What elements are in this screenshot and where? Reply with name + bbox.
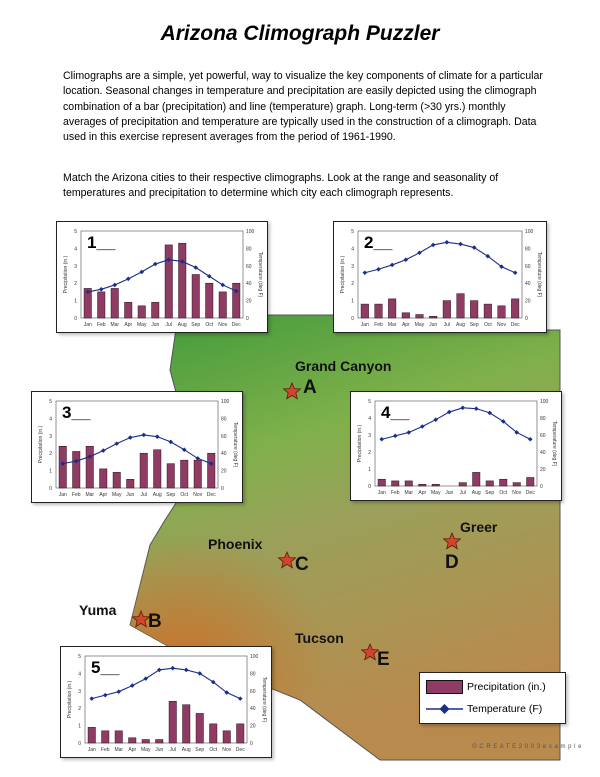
month-tick-label: Dec [231,322,241,328]
climograph-3 [31,391,243,503]
place-name: Greer [460,519,498,535]
precipitation-bar [402,313,410,318]
climograph-1 [56,221,268,333]
y-right-tick-label: 0 [246,316,249,322]
y-left-tick-label: 3 [78,688,81,695]
month-tick-label: Aug [177,322,187,328]
y-left-tick-label: 1 [368,467,371,473]
y-right-tick-label: 20 [525,298,531,305]
y-right-tick-label: 20 [221,468,227,475]
location-letter: E [377,649,390,670]
precipitation-bar [484,304,492,318]
y-right-tick-label: 100 [221,399,230,405]
month-tick-label: Nov [222,747,232,753]
month-tick-label: Aug [471,490,481,496]
y-left-axis-title: Precipitation (in.) [357,424,363,463]
y-right-tick-label: 20 [250,723,256,730]
precipitation-bar [219,292,226,318]
month-tick-label: Apr [124,322,133,328]
y-left-tick-label: 4 [351,246,354,253]
month-tick-label: Sep [191,322,201,328]
precipitation-bar [361,304,369,318]
y-left-tick-label: 2 [351,281,354,288]
month-tick-label: Sep [469,322,479,328]
precipitation-bar [457,294,465,318]
y-right-tick-label: 100 [250,654,259,660]
precipitation-bar [378,479,385,486]
precipitation-bar [167,464,174,488]
climograph-number-label: 4__ [381,403,410,422]
climograph-2 [333,221,547,333]
climograph-svg [32,392,242,502]
y-left-tick-label: 3 [351,263,354,270]
y-right-tick-label: 60 [525,263,531,270]
precipitation-bar [192,275,199,319]
month-tick-label: Jan [377,490,386,496]
precipitation-bar [473,472,480,486]
y-right-tick-label: 60 [221,433,227,440]
month-tick-label: Sep [195,747,205,753]
month-tick-label: Feb [96,322,106,328]
y-left-tick-label: 1 [351,298,354,305]
precipitation-bar [233,283,240,318]
month-tick-label: Mar [387,322,397,328]
y-right-tick-label: 40 [540,450,546,456]
place-name: Phoenix [208,536,263,552]
month-tick-label: Sep [485,490,495,496]
month-tick-label: Jul [443,322,451,328]
y-left-axis-title: Precipitation (in.) [63,255,69,294]
y-left-tick-label: 5 [368,399,371,405]
precipitation-bar [223,731,230,743]
precipitation-bar [125,302,132,318]
precipitation-bar [165,245,172,318]
month-tick-label: May [112,492,122,498]
climograph-svg [61,647,271,757]
precipitation-bar [375,304,383,318]
month-tick-label: Apr [418,490,427,496]
precipitation-bar [169,701,176,743]
month-tick-label: May [414,322,425,328]
y-left-tick-label: 0 [351,316,354,322]
y-left-tick-label: 1 [74,298,77,305]
instructions-paragraph: Match the Arizona cities to their respective climographs. Look at the range and seasonality of temperatures and precipitation to determine which city each climograph represents. [63,172,499,200]
precipitation-bar [527,478,534,487]
y-left-tick-label: 0 [74,316,77,322]
precipitation-swatch-icon [426,680,463,694]
month-tick-label: Nov [218,322,228,328]
y-left-tick-label: 4 [78,671,81,678]
climograph-5 [60,646,272,758]
page-title: Arizona Climograph Puzzler [160,22,440,45]
month-tick-label: Mar [85,492,95,498]
y-right-tick-label: 80 [540,416,546,422]
month-tick-label: Feb [390,490,400,496]
precipitation-bar [392,481,399,486]
month-tick-label: Aug [456,322,465,328]
y-right-tick-label: 20 [540,467,546,473]
month-tick-label: Apr [128,747,137,753]
y-left-tick-label: 4 [368,416,371,422]
month-tick-label: Jun [155,747,164,753]
precipitation-bar [129,738,136,743]
precipitation-bar [127,479,134,488]
legend-temperature-label: Temperature (F) [467,703,543,715]
month-tick-label: Sep [166,492,176,498]
month-tick-label: Dec [206,492,216,498]
star-marker-icon [443,532,461,550]
month-tick-label: Nov [497,322,506,328]
precipitation-bar [98,292,105,318]
y-right-tick-label: 20 [246,298,252,305]
month-tick-label: Mar [404,490,414,496]
month-tick-label: Jul [140,492,147,498]
y-right-tick-label: 60 [246,263,252,270]
precipitation-bar [86,446,93,488]
precipitation-bar [179,243,186,318]
y-right-tick-label: 60 [540,433,546,439]
month-tick-label: Jun [429,322,438,328]
footer-credit: © C R E A T E 2 0 0 3 e x a m p l e [472,744,582,750]
precipitation-bar [459,483,466,486]
location-letter: D [445,552,459,573]
temperature-line-icon [426,702,463,716]
precipitation-bar [115,731,122,743]
month-tick-label: Aug [181,747,191,753]
precipitation-bar [183,705,190,743]
month-tick-label: Jul [165,322,172,328]
y-right-axis-title: Temperature (deg F) [536,251,542,298]
month-tick-label: Aug [152,492,162,498]
y-right-axis-title: Temperature (deg F) [551,420,557,467]
precipitation-bar [486,481,493,486]
precipitation-bar [100,469,107,488]
precipitation-bar [513,483,520,486]
y-right-tick-label: 60 [250,688,256,695]
place-name: Tucson [295,630,344,646]
precipitation-bar [206,283,213,318]
y-left-tick-label: 0 [368,484,371,490]
month-tick-label: Apr [99,492,108,498]
month-tick-label: Jan [360,322,369,328]
climograph-number-label: 5__ [91,658,120,677]
precipitation-bar [416,315,424,318]
precipitation-bar [142,740,149,743]
month-tick-label: Apr [401,322,410,328]
climograph-4 [350,391,562,501]
month-tick-label: Feb [100,747,110,753]
month-tick-label: Jul [459,490,466,496]
precipitation-bar [138,306,145,318]
y-left-tick-label: 3 [49,433,52,440]
y-right-tick-label: 100 [525,229,534,235]
precipitation-bar [88,727,95,743]
star-marker-icon [278,551,296,569]
month-tick-label: Jul [169,747,176,753]
y-left-tick-label: 4 [74,246,77,253]
month-tick-label: Nov [512,490,522,496]
month-tick-label: Jun [445,490,454,496]
location-letter: A [303,377,317,398]
place-name: Grand Canyon [295,358,392,374]
month-tick-label: Jun [151,322,160,328]
y-right-tick-label: 40 [250,706,256,713]
y-right-tick-label: 80 [525,246,531,253]
y-right-tick-label: 0 [540,484,543,490]
location-letter: C [295,554,309,575]
precipitation-bar [59,446,66,488]
precipitation-bar [419,484,426,486]
month-tick-label: Jan [87,747,96,753]
precipitation-bar [208,453,215,488]
climograph-number-label: 2__ [364,233,393,252]
month-tick-label: May [137,322,147,328]
month-tick-label: Oct [205,322,214,328]
month-tick-label: May [141,747,151,753]
y-left-tick-label: 5 [78,654,81,660]
y-left-tick-label: 3 [74,263,77,270]
intro-paragraph: Climographs are a simple, yet powerful, way to visualize the key components of climate for a particular location. Seasonal changes in temperature and precipitation are easily depicted using the climograph combination of a bar (precipitation) and line (temperature) graph. Long-term (>30 yrs.) monthly averages of precipitation and temperature are typically used in the construction of a climograph. Data used in this exercise represent averages from the period of 1961-1990. [63,70,543,144]
y-right-tick-label: 80 [250,671,256,678]
y-left-tick-label: 0 [78,741,81,747]
precipitation-bar [429,316,437,318]
precipitation-bar [498,306,506,318]
precipitation-bar [154,450,161,488]
y-right-tick-label: 0 [525,316,528,322]
precipitation-bar [511,299,519,318]
y-left-tick-label: 5 [49,399,52,405]
month-tick-label: Jun [126,492,135,498]
y-right-axis-title: Temperature (deg F) [261,676,267,723]
y-left-tick-label: 1 [78,723,81,730]
y-left-tick-label: 0 [49,486,52,492]
location-letter: B [148,611,162,632]
precipitation-bar [152,302,159,318]
y-left-tick-label: 2 [49,451,52,458]
precipitation-bar [443,301,451,318]
y-right-tick-label: 0 [221,486,224,492]
precipitation-bar [73,451,80,488]
precipitation-bar [388,299,396,318]
legend-precipitation [426,679,546,695]
month-tick-label: Oct [180,492,189,498]
month-tick-label: Mar [114,747,124,753]
month-tick-label: Feb [71,492,81,498]
month-tick-label: Jan [58,492,67,498]
y-right-axis-title: Temperature (deg F) [257,251,263,298]
month-tick-label: Feb [374,322,383,328]
month-tick-label: Dec [510,322,520,328]
climograph-number-label: 3__ [62,403,91,422]
precipitation-bar [470,301,478,318]
y-left-axis-title: Precipitation (in.) [340,255,346,294]
y-left-tick-label: 1 [49,468,52,475]
y-right-tick-label: 100 [540,399,549,405]
climograph-number-label: 1__ [87,233,116,252]
y-left-axis-title: Precipitation (in.) [67,680,73,719]
climograph-svg [334,222,546,332]
y-left-tick-label: 2 [74,281,77,288]
y-left-axis-title: Precipitation (in.) [38,425,44,464]
month-tick-label: Mar [110,322,120,328]
place-name: Yuma [79,602,117,618]
y-right-tick-label: 80 [221,416,227,423]
y-right-tick-label: 40 [221,451,227,458]
precipitation-bar [196,713,203,743]
legend-precipitation-label: Precipitation (in.) [467,681,546,693]
y-left-tick-label: 5 [351,229,354,235]
y-right-tick-label: 40 [246,281,252,288]
month-tick-label: May [431,490,441,496]
precipitation-bar [140,453,147,488]
y-right-tick-label: 80 [246,246,252,253]
chart-legend [419,672,566,724]
precipitation-bar [237,724,244,743]
legend-temperature [426,701,542,717]
precipitation-bar [113,472,120,488]
star-marker-icon [283,382,301,400]
y-right-axis-title: Temperature (deg F) [232,421,238,468]
month-tick-label: Oct [483,322,492,328]
y-left-tick-label: 2 [78,706,81,713]
month-tick-label: Dec [235,747,245,753]
climograph-svg [57,222,267,332]
month-tick-label: Nov [193,492,203,498]
precipitation-bar [500,479,507,486]
precipitation-bar [194,460,201,488]
y-left-tick-label: 4 [49,416,52,423]
precipitation-bar [210,724,217,743]
y-left-tick-label: 3 [368,433,371,439]
y-right-tick-label: 0 [250,741,253,747]
month-tick-label: Oct [209,747,218,753]
y-left-tick-label: 2 [368,450,371,456]
climograph-svg [351,392,561,500]
precipitation-bar [405,481,412,486]
precipitation-bar [111,288,118,318]
precipitation-bar [432,484,439,486]
y-right-tick-label: 100 [246,229,255,235]
y-right-tick-label: 40 [525,281,531,288]
precipitation-bar [156,740,163,743]
precipitation-bar [102,731,109,743]
precipitation-bar [181,460,188,488]
y-left-tick-label: 5 [74,229,77,235]
month-tick-label: Dec [525,490,535,496]
month-tick-label: Oct [499,490,508,496]
month-tick-label: Jan [83,322,92,328]
